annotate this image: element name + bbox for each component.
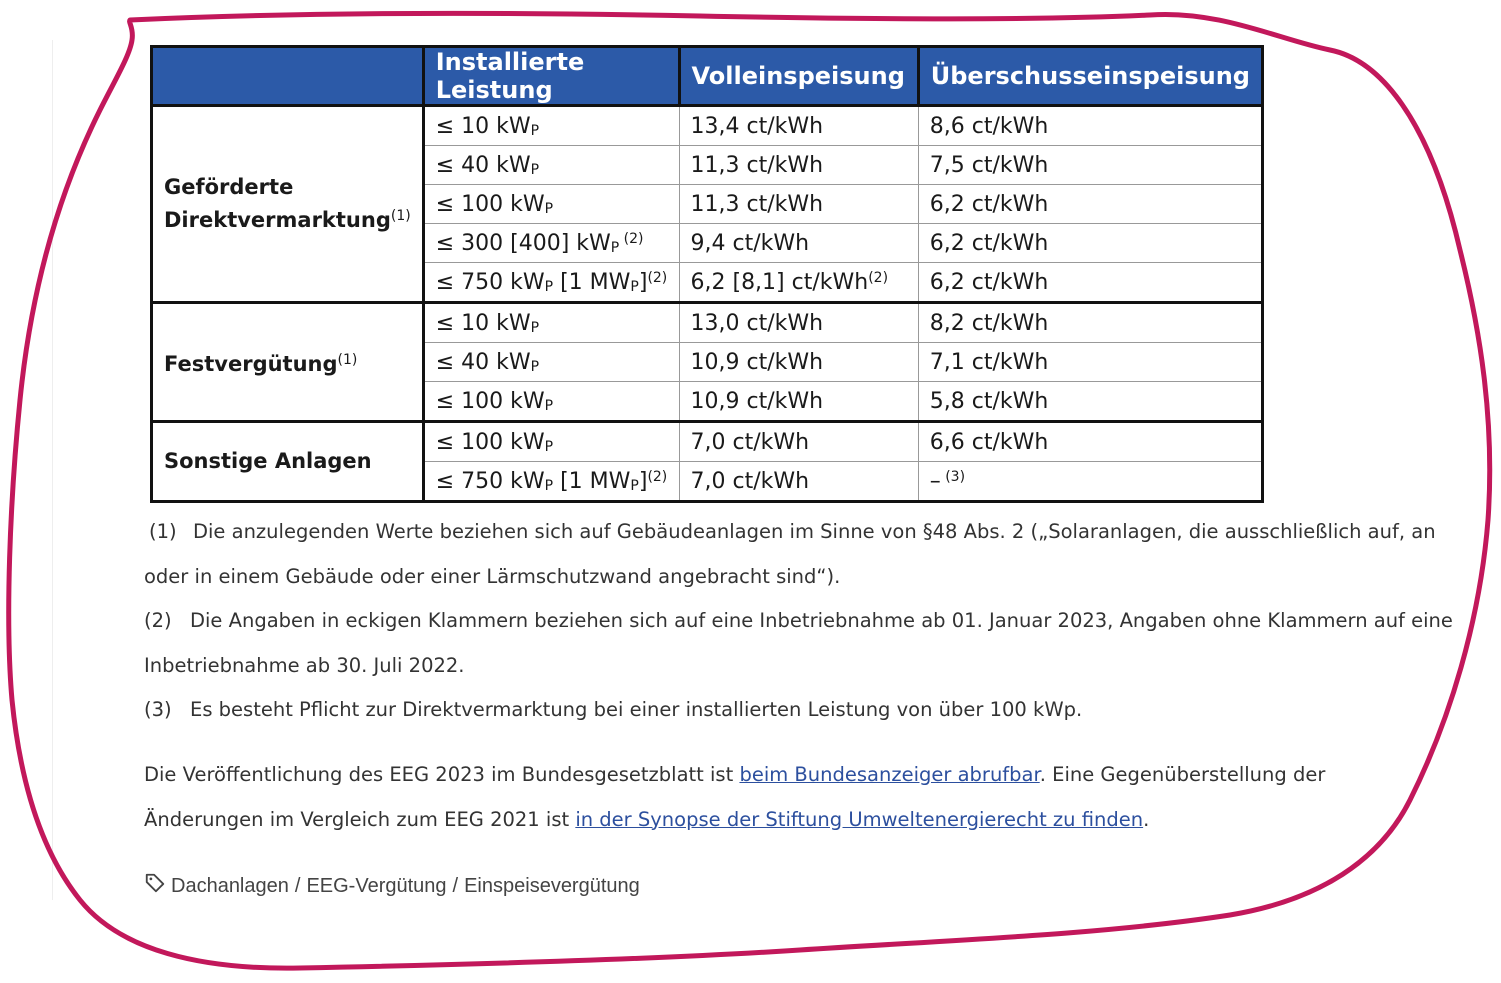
capacity-footnote-ref: (2)	[647, 269, 668, 286]
group-footnote-ref: (1)	[390, 208, 411, 224]
group-name: Geförderte	[164, 175, 294, 199]
installed-capacity-cell	[423, 303, 679, 343]
capacity-unit-sub: P	[530, 161, 540, 178]
ueberschuss-value: 7,5 ct/kWh	[929, 152, 1049, 178]
table-row	[152, 106, 1263, 146]
installed-capacity-cell	[423, 462, 679, 502]
ueberschuss-cell	[918, 462, 1262, 502]
capacity-unit-sub: P	[544, 278, 554, 295]
footnote-text: Die anzulegenden Werte beziehen sich auf Gebäudeanlagen im Sinne von §48 Abs. 2 („Solaranlagen, die ausschließlich auf, an oder in einem Gebäude oder einer Lärmschutzwand angebracht sind“).	[144, 520, 1436, 588]
capacity-footnote-ref: (2)	[647, 468, 668, 485]
installed-capacity-cell	[423, 263, 679, 303]
capacity-footnote-ref: (2)	[619, 230, 644, 247]
tag-dachanlagen[interactable]: Dachanlagen	[171, 874, 289, 897]
ueberschuss-cell	[918, 224, 1262, 263]
publication-text-3: .	[1143, 807, 1150, 831]
group-name: Festvergütung	[164, 351, 338, 376]
header-installierte-leistung: Installierte Leistung	[423, 47, 679, 106]
volleinspeisung-value: 7,0 ct/kWh	[690, 468, 810, 494]
tag-list	[144, 872, 640, 900]
ueberschuss-value: 6,2 ct/kWh	[929, 230, 1049, 256]
publication-paragraph	[144, 753, 1444, 842]
volleinspeisung-cell	[679, 224, 918, 263]
footnote-3	[144, 688, 1454, 733]
volleinspeisung-value: 9,4 ct/kWh	[690, 230, 810, 256]
capacity-unit-sub: P	[630, 278, 639, 295]
capacity-unit-sub: P	[544, 397, 554, 414]
footnote-1	[144, 510, 1454, 599]
ueberschuss-cell	[918, 382, 1262, 422]
feed-in-tariff-table	[150, 45, 1264, 503]
volleinspeisung-value: 13,0 ct/kWh	[690, 310, 824, 336]
capacity-unit-sub: P	[530, 358, 540, 375]
installed-capacity-cell	[423, 106, 679, 146]
volleinspeisung-cell	[679, 146, 918, 185]
table-header-row	[152, 47, 1263, 106]
installed-capacity-cell	[423, 343, 679, 382]
tag-icon	[144, 872, 171, 900]
capacity-unit-sub: P	[544, 200, 554, 217]
volleinspeisung-cell	[679, 422, 918, 462]
volleinspeisung-value: 10,9 ct/kWh	[690, 388, 824, 414]
installed-capacity-cell	[423, 224, 679, 263]
tag-separator: /	[452, 874, 459, 897]
volleinspeisung-value: 13,4 ct/kWh	[690, 113, 824, 139]
volleinspeisung-cell	[679, 106, 918, 146]
capacity-value: ≤ 10 kW	[435, 113, 531, 139]
installed-capacity-cell	[423, 185, 679, 224]
ueberschuss-value: 6,2 ct/kWh	[929, 269, 1049, 295]
group-footnote-ref: (1)	[337, 351, 358, 368]
footnote-text: Es besteht Pflicht zur Direktvermarktung bei einer installierten Leistung von über 100 kWp.	[190, 698, 1083, 721]
header-empty	[152, 47, 424, 106]
capacity-value: ≤ 750 kW	[435, 269, 545, 295]
volleinspeisung-cell	[679, 462, 918, 502]
capacity-value: ≤ 40 kW	[435, 152, 531, 178]
footnote-2	[144, 599, 1454, 688]
footnotes	[144, 510, 1454, 733]
volleinspeisung-cell	[679, 303, 918, 343]
bundesanzeiger-link[interactable]: beim Bundesanzeiger abrufbar	[739, 763, 1040, 786]
capacity-unit-sub: P	[530, 319, 540, 336]
publication-text-2: . Eine Gegenüberstellung der Änderungen im Vergleich zum EEG 2021 ist	[144, 763, 1326, 831]
capacity-unit-sub: P	[630, 477, 639, 494]
volleinspeisung-cell	[679, 343, 918, 382]
group-name-line2: Direktvermarktung	[164, 208, 391, 232]
ueberschuss-cell	[918, 343, 1262, 382]
table-row	[152, 303, 1263, 343]
capacity-value: ≤ 300 [400] kW	[435, 230, 611, 256]
volleinspeisung-cell	[679, 185, 918, 224]
group-label-cell	[152, 106, 424, 303]
header-ueberschusseinspeisung: Überschusseinspeisung	[918, 47, 1262, 106]
ueberschuss-cell	[918, 185, 1262, 224]
capacity-bracket: ]	[638, 468, 648, 494]
footnote-number: (2)	[144, 609, 172, 632]
capacity-value-alt: [1 MW	[553, 468, 631, 494]
installed-capacity-cell	[423, 146, 679, 185]
group-label-cell	[152, 422, 424, 502]
capacity-value: ≤ 100 kW	[435, 191, 545, 217]
capacity-unit-sub: P	[530, 122, 540, 139]
group-label-cell	[152, 303, 424, 422]
capacity-value: ≤ 750 kW	[435, 468, 545, 494]
ueberschuss-value: 8,2 ct/kWh	[929, 310, 1049, 336]
ueberschuss-value: 5,8 ct/kWh	[929, 388, 1049, 414]
group-name: Sonstige Anlagen	[164, 449, 372, 473]
ueberschuss-cell	[918, 263, 1262, 303]
ueberschuss-value: 7,1 ct/kWh	[929, 349, 1049, 375]
footnote-number: (3)	[144, 698, 172, 721]
tag-eeg-verguetung[interactable]: EEG-Vergütung	[306, 874, 447, 897]
capacity-value-alt: [1 MW	[553, 269, 631, 295]
ueberschuss-cell	[918, 303, 1262, 343]
capacity-bracket: ]	[638, 269, 648, 295]
tag-separator: /	[294, 874, 301, 897]
ueberschuss-value: 6,6 ct/kWh	[929, 429, 1049, 455]
capacity-value: ≤ 40 kW	[435, 349, 531, 375]
volleinspeisung-cell	[679, 382, 918, 422]
ueberschuss-value: 8,6 ct/kWh	[929, 113, 1049, 139]
ueberschuss-cell	[918, 422, 1262, 462]
capacity-value: ≤ 100 kW	[435, 388, 545, 414]
installed-capacity-cell	[423, 422, 679, 462]
table-row	[152, 422, 1263, 462]
capacity-unit-sub: P	[610, 239, 620, 256]
synopse-link[interactable]: in der Synopse der Stiftung Umweltenergierecht zu finden	[575, 807, 1144, 831]
footnote-text: Die Angaben in eckigen Klammern beziehen sich auf eine Inbetriebnahme ab 01. Januar 2023, Angaben ohne Klammern auf eine Inbetriebnahme ab 30. Juli 2022.	[144, 609, 1453, 677]
ueberschuss-footnote-ref: (3)	[940, 468, 966, 485]
ueberschuss-value: –	[929, 468, 941, 494]
volleinspeisung-cell	[679, 263, 918, 303]
volleinspeisung-value: 11,3 ct/kWh	[690, 191, 824, 217]
ueberschuss-value: 6,2 ct/kWh	[929, 191, 1049, 217]
volleinspeisung-value: 11,3 ct/kWh	[690, 152, 824, 178]
footnote-number: (1)	[149, 520, 177, 543]
volleinspeisung-value: 7,0 ct/kWh	[690, 429, 810, 455]
volleinspeisung-value: 10,9 ct/kWh	[690, 349, 824, 375]
capacity-unit-sub: P	[544, 438, 554, 455]
installed-capacity-cell	[423, 382, 679, 422]
tag-einspeiseverguetung[interactable]: Einspeisevergütung	[464, 874, 640, 897]
volleinspeisung-footnote-ref: (2)	[868, 269, 889, 286]
ueberschuss-cell	[918, 106, 1262, 146]
capacity-value: ≤ 100 kW	[435, 429, 545, 455]
header-volleinspeisung: Volleinspeisung	[679, 47, 918, 106]
ueberschuss-cell	[918, 146, 1262, 185]
publication-text-1: Die Veröffentlichung des EEG 2023 im Bundesgesetzblatt ist	[144, 763, 740, 786]
capacity-value: ≤ 10 kW	[435, 310, 531, 336]
volleinspeisung-value: 6,2 [8,1] ct/kWh	[690, 269, 869, 295]
page-edge	[52, 40, 53, 900]
capacity-unit-sub: P	[544, 477, 554, 494]
